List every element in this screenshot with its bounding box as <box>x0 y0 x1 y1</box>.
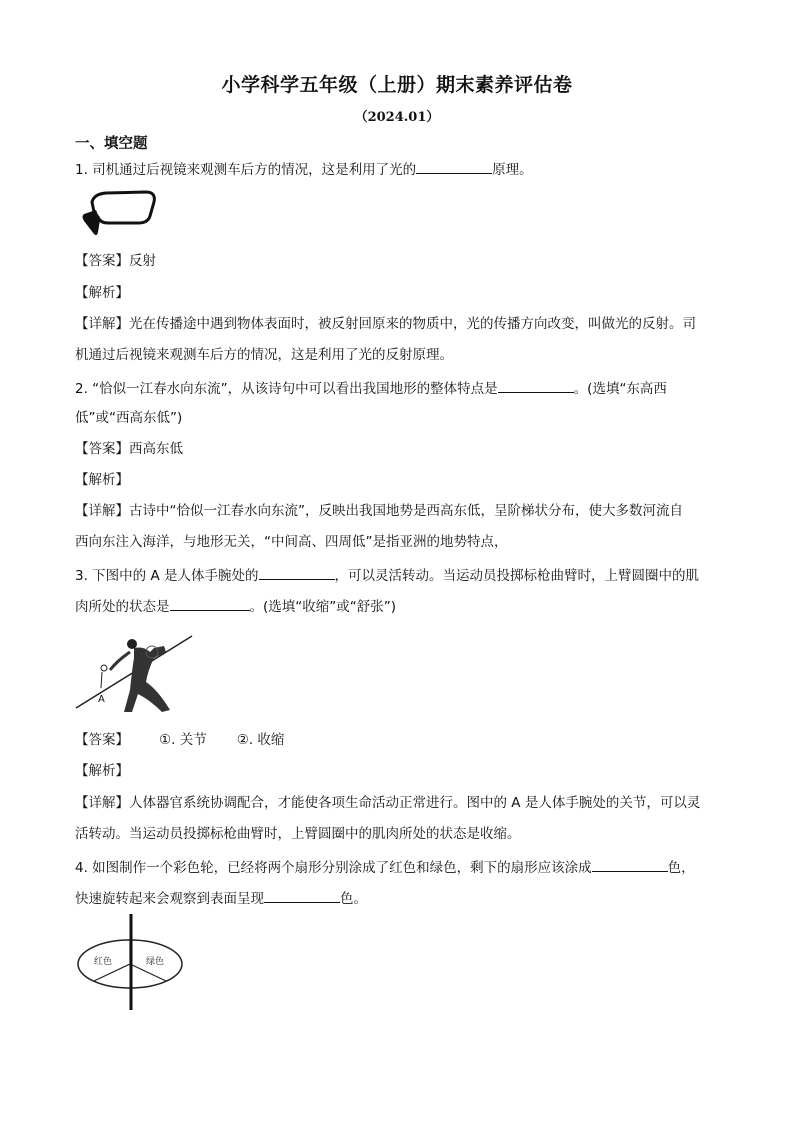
detail-text: 古诗中“恰似一江春水向东流”，反映出我国地势是西高东低，呈阶梯状分布，使大多数河流自 <box>129 503 683 519</box>
question-3-line-2 <box>75 596 720 616</box>
detail-paragraph <box>75 315 720 333</box>
answer-blank <box>170 596 250 611</box>
analysis-label: 【解析】 <box>75 285 129 301</box>
answer-1-text: . 关节 <box>171 732 207 748</box>
question-2-text-mid: 。(选填“东高西 <box>573 381 667 397</box>
question-4-text-cont: 快速旋转起来会观察到表面呈现 <box>75 891 264 907</box>
answer-row <box>75 440 720 458</box>
question-3-text-mid: ，可以灵活转动。当运动员投掷标枪曲臂时，上臂圆圈中的肌 <box>334 568 699 584</box>
detail-text-line: 机通过后视镜来观测车后方的情况，这是利用了光的反射原理。 <box>75 347 453 363</box>
figure-label-green: 绿色 <box>146 957 165 967</box>
detail-label: 【详解】 <box>75 316 129 332</box>
detail-paragraph <box>75 502 720 520</box>
javelin-thrower-figure <box>74 630 194 714</box>
section-heading: 一、填空题 <box>75 136 148 152</box>
question-1-text-end: 原理。 <box>492 162 533 178</box>
answer-text: 反射 <box>129 253 156 269</box>
answer-blank <box>592 857 668 872</box>
rearview-mirror-figure <box>78 188 158 240</box>
answer-blank <box>264 888 340 903</box>
answer-label: 【答案】 <box>75 732 129 748</box>
answer-1-number: ① <box>159 732 172 748</box>
detail-label: 【详解】 <box>75 795 129 811</box>
question-3-text: 3. 下图中的 A 是人体手腕处的 <box>75 568 259 584</box>
analysis-label: 【解析】 <box>75 472 129 488</box>
answer-2-number: ② <box>236 732 249 748</box>
detail-paragraph <box>75 794 720 812</box>
answer-label: 【答案】 <box>75 253 129 269</box>
question-3 <box>75 565 720 585</box>
answer-row <box>75 731 720 749</box>
question-4-text-end: 色。 <box>340 891 367 907</box>
figure-label-a: A <box>98 694 105 705</box>
answer-blank <box>498 378 574 393</box>
page-title: 小学科学五年级（上册）期末素养评估卷 <box>221 74 573 96</box>
answer-label: 【答案】 <box>75 441 129 457</box>
analysis-label: 【解析】 <box>75 763 129 779</box>
answer-text: 西高东低 <box>129 441 183 457</box>
detail-text: 光在传播途中遇到物体表面时，被反射回原来的物质中，光的传播方向改变，叫做光的反射。司 <box>129 316 696 332</box>
question-3-text-end: 。(选填“收缩”或“舒张”) <box>249 599 397 615</box>
detail-text: 人体器官系统协调配合，才能使各项生命活动正常进行。图中的 A 是人体手腕处的关节，可以灵 <box>129 795 701 811</box>
answer-blank <box>416 159 492 174</box>
question-4 <box>75 857 720 877</box>
question-2 <box>75 378 720 398</box>
exam-date: （2024.01） <box>354 110 440 125</box>
question-1 <box>75 159 720 179</box>
question-4-line-2 <box>75 888 720 908</box>
detail-text-line: 活转动。当运动员投掷标枪曲臂时，上臂圆圈中的肌肉所处的状态是收缩。 <box>75 826 521 842</box>
question-4-text-mid: 色， <box>667 860 695 876</box>
question-3-text-cont: 肉所处的状态是 <box>75 599 170 615</box>
detail-text-line: 西向东注入海洋，与地形无关，“中间高、四周低”是指亚洲的地势特点， <box>75 534 508 550</box>
detail-label: 【详解】 <box>75 503 129 519</box>
answer-blank <box>259 565 335 580</box>
answer-2-text: . 收缩 <box>248 732 285 748</box>
question-4-text: 4. 如图制作一个彩色轮，已经将两个扇形分别涂成了红色和绿色，剩下的扇形应该涂成 <box>75 860 592 876</box>
answer-row <box>75 252 720 270</box>
color-wheel-figure <box>74 912 190 1012</box>
figure-label-red: 红色 <box>94 957 113 967</box>
question-1-text: 1. 司机通过后视镜来观测车后方的情况，这是利用了光的 <box>75 162 417 178</box>
question-2-text: 2. “恰似一江春水向东流”，从该诗句中可以看出我国地形的整体特点是 <box>75 381 498 397</box>
question-2-text-end: 低”或“西高东低”) <box>75 410 183 426</box>
